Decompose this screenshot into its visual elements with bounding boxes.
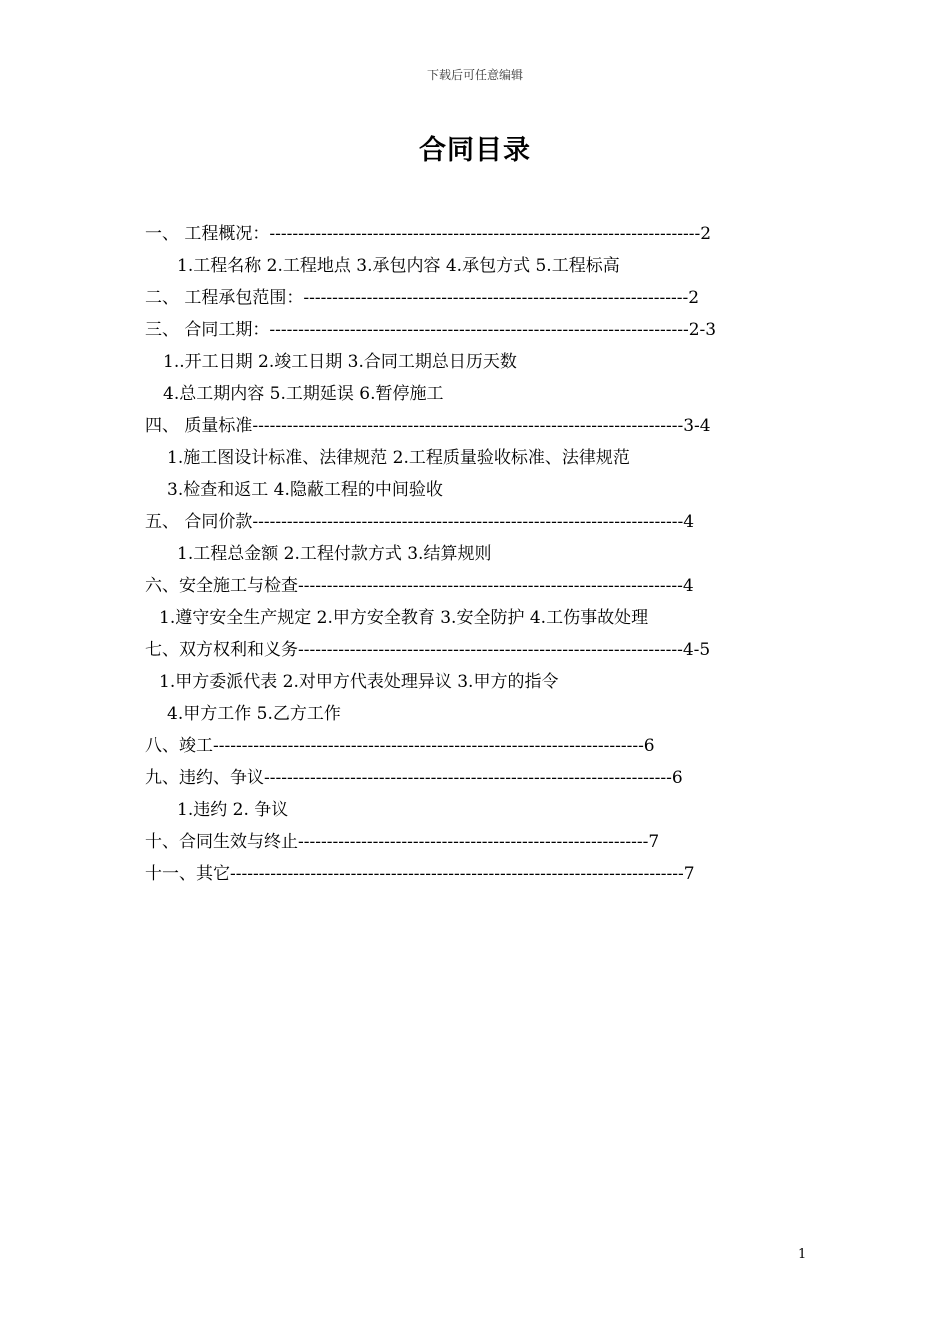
toc-item: 七、双方权利和义务-------------------------------------------------------------------4-5 <box>145 640 711 660</box>
toc-subitems: 1.违约 2. 争议 <box>177 800 289 820</box>
toc-item: 六、安全施工与检查-------------------------------------------------------------------4 <box>145 576 694 596</box>
toc-subitems: 1.甲方委派代表 2.对甲方代表处理异议 3.甲方的指令 <box>159 672 559 692</box>
toc-subitems: 1.施工图设计标准、法律规范 2.工程质量验收标准、法律规范 <box>167 448 630 468</box>
toc-item: 一、 工程概况：---------------------------------------------------------------------------2 <box>145 224 712 244</box>
toc-subitems: 1.遵守安全生产规定 2.甲方安全教育 3.安全防护 4.工伤事故处理 <box>159 608 649 628</box>
toc-subitems: 1.工程总金额 2.工程付款方式 3.结算规则 <box>177 544 492 564</box>
toc-item: 三、 合同工期：-------------------------------------------------------------------------2-3 <box>145 320 717 340</box>
toc-subitems: 3.检查和返工 4.隐蔽工程的中间验收 <box>167 480 443 500</box>
toc-subitems: 4.总工期内容 5.工期延误 6.暂停施工 <box>163 384 444 404</box>
toc-item: 十一、其它-------------------------------------------------------------------------------7 <box>145 864 695 884</box>
toc-item: 四、 质量标准---------------------------------------------------------------------------3-4 <box>145 416 711 436</box>
table-of-contents <box>145 218 805 890</box>
page-number: 1 <box>798 1247 807 1262</box>
toc-item: 二、 工程承包范围：-------------------------------------------------------------------2 <box>145 288 700 308</box>
toc-subitems: 1..开工日期 2.竣工日期 3.合同工期总日历天数 <box>163 352 517 372</box>
document-title: 合同目录 <box>419 135 531 166</box>
toc-subitems: 4.甲方工作 5.乙方工作 <box>167 704 341 724</box>
page-header: 下载后可任意编辑 <box>426 68 523 82</box>
toc-item: 九、违约、争议-----------------------------------------------------------------------6 <box>145 768 683 788</box>
toc-item: 五、 合同价款---------------------------------------------------------------------------4 <box>145 512 695 532</box>
toc-item: 十、合同生效与终止-------------------------------------------------------------7 <box>145 832 660 852</box>
toc-item: 八、竣工---------------------------------------------------------------------------6 <box>145 736 655 756</box>
toc-subitems: 1.工程名称 2.工程地点 3.承包内容 4.承包方式 5.工程标高 <box>177 256 620 276</box>
